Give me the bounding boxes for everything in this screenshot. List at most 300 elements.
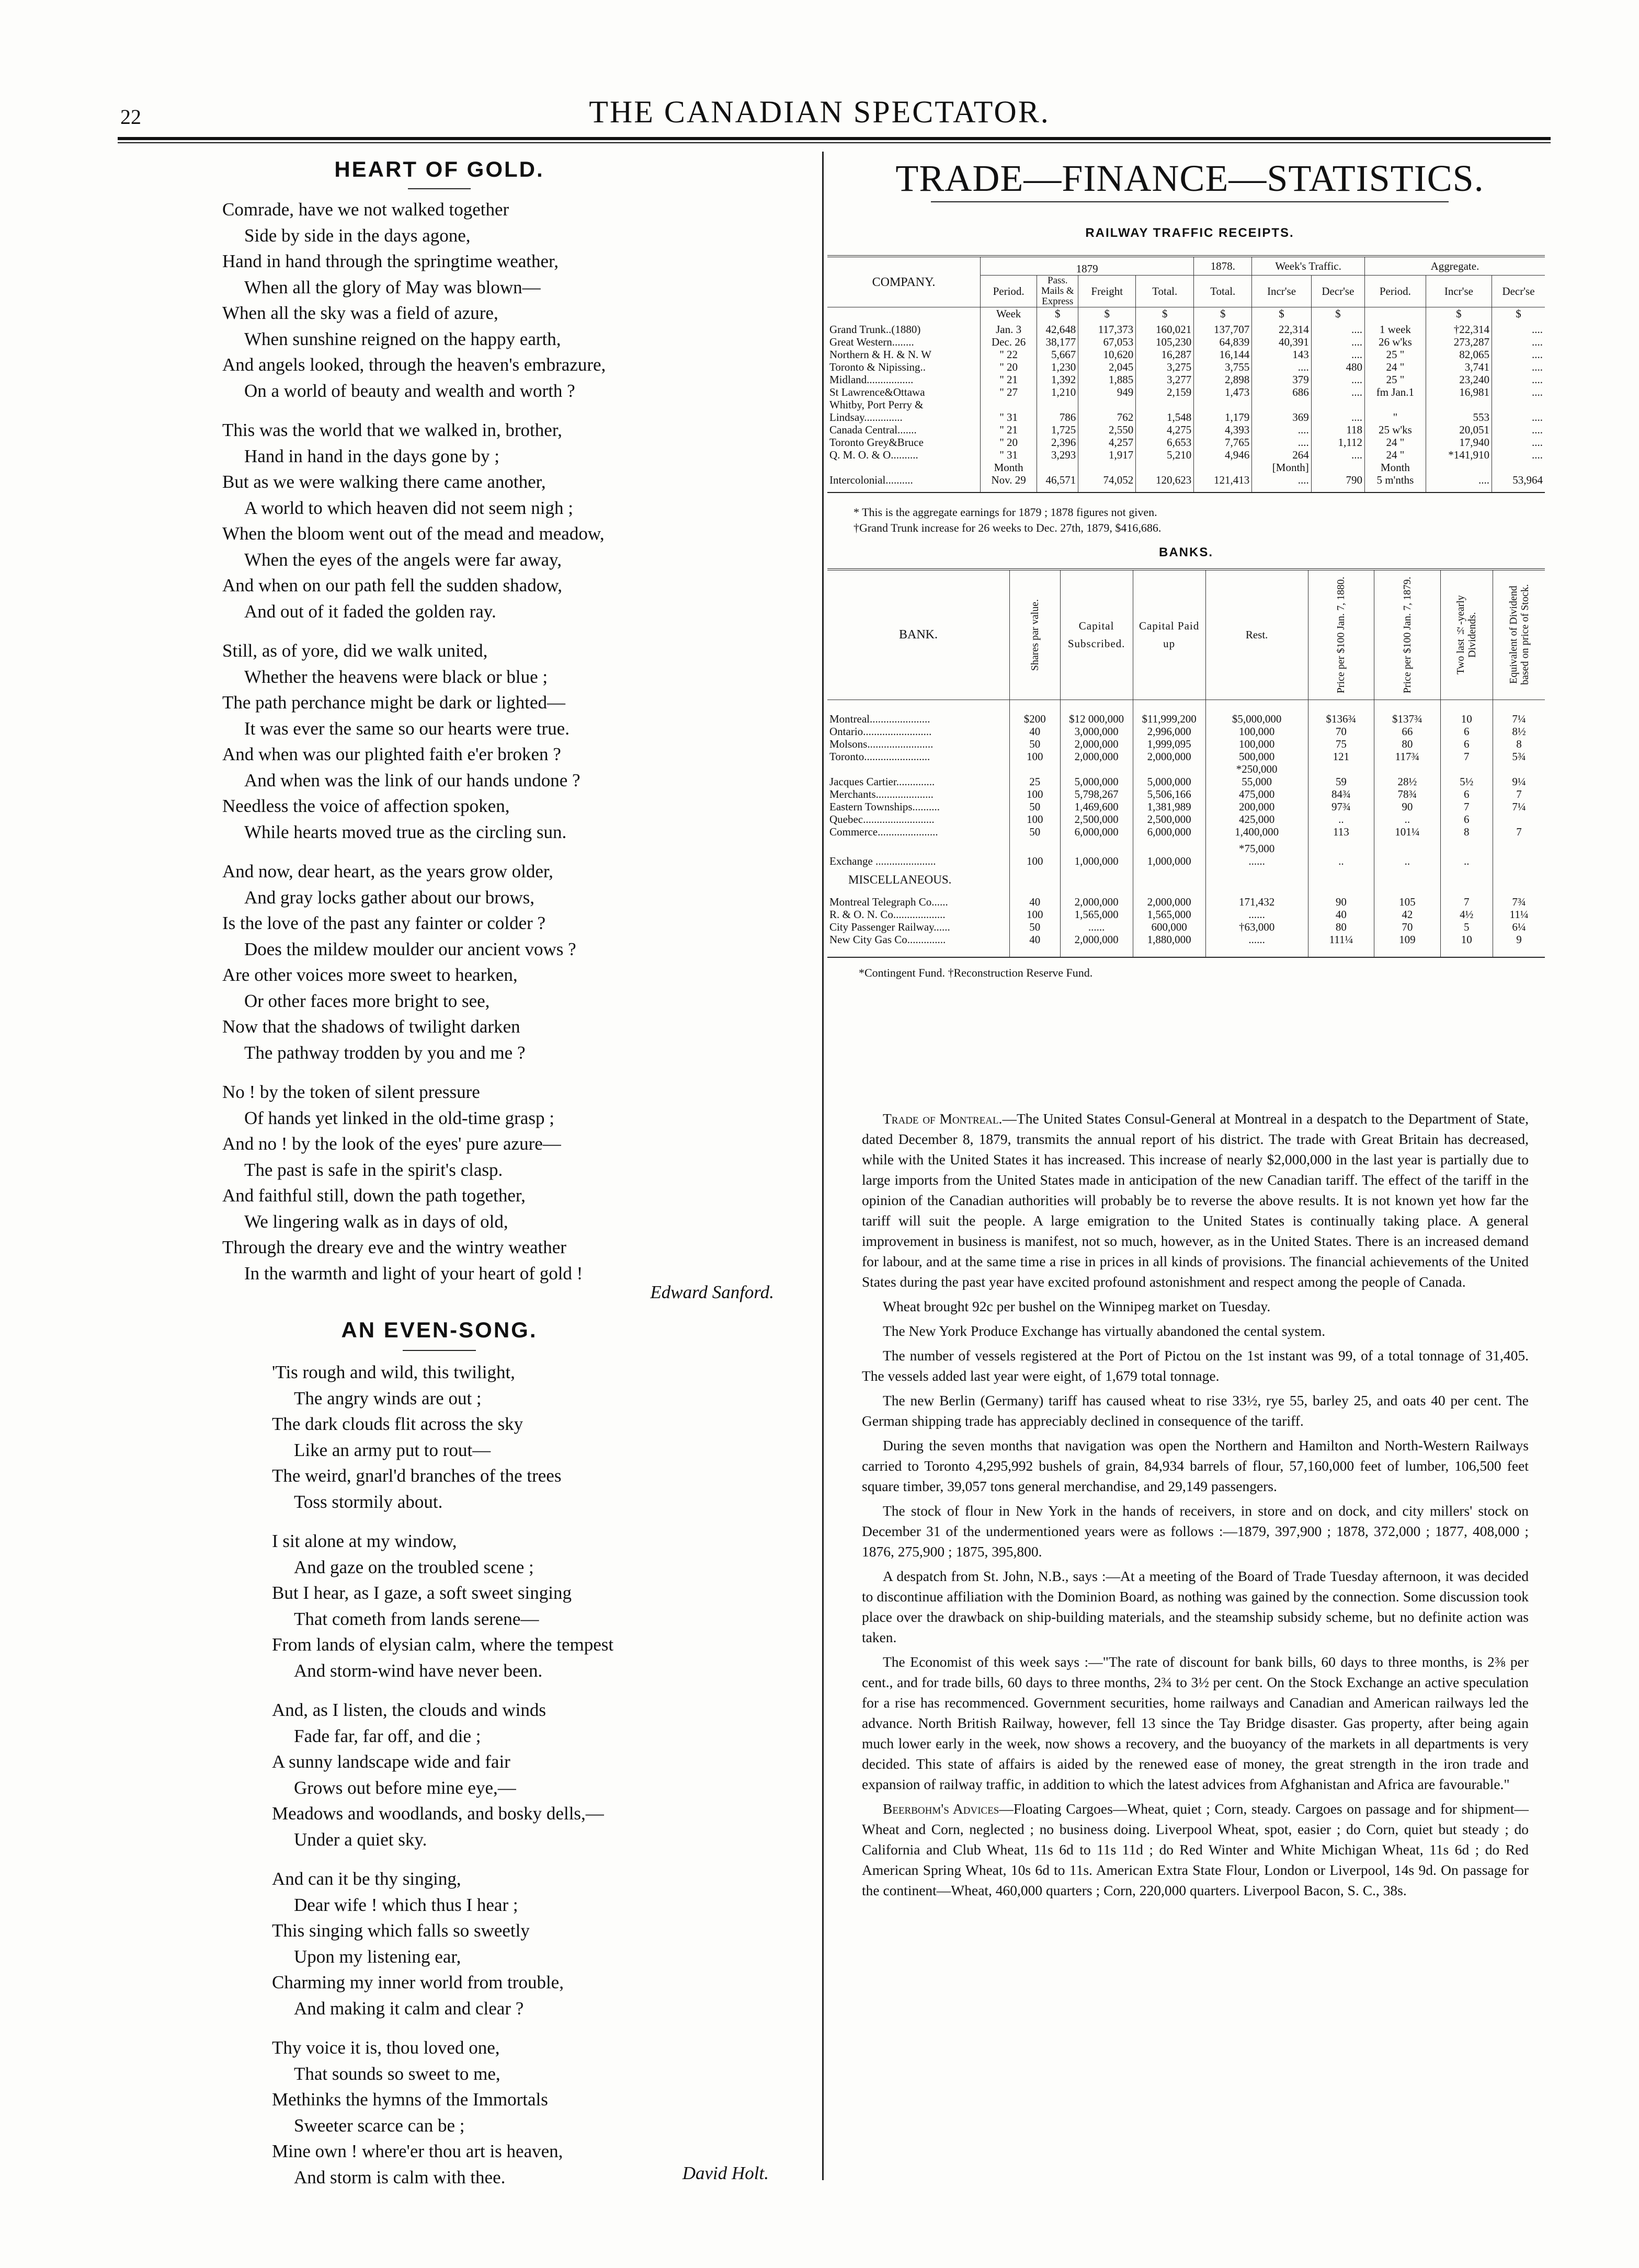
table-cell: 50 [1010,826,1061,838]
poem-even-song [272,1318,769,2187]
stanza [222,1079,774,1286]
table-cell: 90 [1308,896,1374,908]
table-cell [1492,398,1545,411]
poem-line: It was ever the same so our hearts were true. [244,718,570,739]
poem-line: And can it be thy singing, [272,1869,461,1889]
poem-title: AN EVEN-SONG. [341,1318,538,1342]
table-row [827,738,1545,750]
table-cell: 50 [1010,921,1061,933]
table-cell: 25 " [1364,373,1426,386]
poem-line: 'Tis rough and wild, this twilight, [272,1362,515,1382]
table-cell: 2,045 [1078,361,1136,373]
table-cell: 70 [1374,921,1440,933]
table-cell: ...... [1205,908,1308,921]
poem-line: From lands of elysian calm, where the tempest [272,1634,614,1655]
table-cell [1440,700,1493,713]
poem-line: Through the dreary eve and the wintry weather [222,1237,566,1257]
poem-line: Are other voices more sweet to hearken, [222,965,518,985]
table-cell: Northern & H. & N. W [829,348,931,361]
table-cell: 500,000 [1205,750,1308,763]
table-cell: 5 m'nths [1364,474,1426,486]
table-cell: 10,620 [1078,348,1136,361]
table-cell: 3,000,000 [1060,725,1133,738]
table-cell [1010,700,1061,713]
table-cell: 1,230 [1037,361,1078,373]
header-rule [118,137,1551,140]
poem-line: Of hands yet linked in the old-time grasp ; [244,1107,554,1128]
page-number: 22 [120,105,141,129]
table-cell: 40 [1010,896,1061,908]
poem-line: Meadows and woodlands, and bosky dells,— [272,1803,604,1824]
table-cell: .... [1311,411,1364,423]
table-cell: 2,000,000 [1133,750,1205,763]
table-cell: *141,910 [1426,449,1492,461]
table-cell: 1,400,000 [1205,826,1308,838]
paragraph-text: —The United States Consul-General at Montreal in a despatch to the Department of State, dated December 8, 1879, transmits the annual report of his district. The trade with Great Britain has decreased, while with the United States it has increased. This increase of nearly $2,000,000 in the last year is partially due to large imports from the United States made in anticipation of the new Canadian tariff. The effect of the tariff in the opinion of the Canadian authorities will probably be to reverse the above results. It is not known yet how far the tariff will suit the people. A large emigration to the United States is continually taking place. A general improvement in business is manifest, not so much, however, as in the United States. There is an increased demand for labour, and at the same time a rise in prices in all kinds of provisions. The financial achievements of the United States during the past year have excited profound astonishment and respect among the people of Canada. [862,1110,1529,1290]
table-cell [1194,398,1252,411]
table-cell: 100,000 [1205,738,1308,750]
table-cell: .... [1492,361,1545,373]
table-cell: †22,314 [1426,323,1492,336]
table-cell: .... [1252,361,1312,373]
table-cell [1308,700,1374,713]
table-cell [1426,486,1492,492]
table-cell: 2,000,000 [1060,933,1133,946]
table-cell: 24 " [1364,449,1426,461]
table-cell: 6 [1440,813,1493,826]
table-cell: .... [1492,323,1545,336]
table-cell: 1,392 [1037,373,1078,386]
poem-line: Methinks the hymns of the Immortals [272,2089,548,2110]
table-cell: .... [1492,348,1545,361]
unit-cell: $ [1311,307,1364,323]
table-row [827,826,1545,838]
table-cell: Exchange ...................... [829,854,936,867]
table-cell: 100 [1010,855,1061,867]
table-cell: 6 [1440,738,1493,750]
table-cell: Toronto........................ [829,750,930,763]
poem-line: Hand in hand through the springtime weather, [222,251,559,271]
poem-line: That sounds so sweet to me, [294,2063,500,2084]
table-cell: 25 " [1364,348,1426,361]
stanza [272,1697,769,1852]
col-week: Week's Traffic. [1252,256,1365,276]
table-cell [1364,398,1426,411]
table-cell: Midland................. [829,373,914,386]
table-cell: 2,000,000 [1133,896,1205,908]
table-cell: 2,550 [1078,423,1136,436]
table-cell: 7 [1493,826,1545,838]
poem-line: Toss stormily about. [294,1491,443,1512]
table-cell: .... [1311,348,1364,361]
table-cell: 2,500,000 [1133,813,1205,826]
table-spacer [827,946,1545,957]
table-cell: 24 " [1364,361,1426,373]
table-cell: 949 [1078,386,1136,398]
paragraph-text: —Floating Cargoes—Wheat, quiet ; Corn, steady. Cargoes on passage and for shipment—Wheat and Corn, neglected ; no business doing. Liverpool Wheat, spot, easier ; do Corn, quiet but steady ; do California and Club Wheat, 11s 6d to 11s 11d ; do Red Winter and White Michigan Wheat, 11s 6d ; do Red American Spring Wheat, 10s 6d to 11s. American Extra State Flour, London or Liverpool, 14s 9d. On passage for the continent—Wheat, 460,000 quarters ; Corn, 220,000 quarters. Liverpool Bacon, S. C., 38s. [862,1801,1529,1898]
table-cell: 1,112 [1311,436,1364,449]
article-paragraph [862,1296,1529,1316]
table-cell [1364,486,1426,492]
table-cell: 66 [1374,725,1440,738]
table-cell: $137¾ [1374,713,1440,725]
table-cell: 6,000,000 [1133,826,1205,838]
table-row [827,800,1545,813]
col-1878: 1878. [1194,256,1252,276]
poem-line: When the eyes of the angels were far away, [244,549,562,570]
table-cell: 1,000,000 [1133,855,1205,867]
table-cell: ...... [1205,855,1308,867]
table-cell [827,486,981,492]
poem-line: This singing which falls so sweetly [272,1920,530,1941]
table-cell [1311,461,1364,474]
table-cell: 1,469,600 [1060,800,1133,813]
unit-cell: $ [1252,307,1312,323]
article-paragraph [862,1390,1529,1431]
table-cell: $200 [1010,713,1061,725]
table-cell [1440,842,1493,855]
paragraph-text: The Economist of this week says :—"The rate of discount for bank bills, 60 days to three months, is 2⅜ per cent., and for trade bills, 60 days to three months, 2¾ to 3½ per cent. On the Stock Exchange an active speculation for a rise has recommenced. Government securities, home railways and Canadian and American railways led the advance. North British Railway, however, fell 13 since the Tay Bridge disaster. Gas property, after being again much lower early in the week, now shows a recovery, and the buoyancy of the markets in all departments is very decided. This state of affairs is aided by the renewed ease of money, the great strength in the iron trade and expansion of railway traffic, in addition to which the latest advices from Afghanistan and Africa are favourable." [862,1654,1529,1792]
table-cell: 3,275 [1136,361,1194,373]
table-cell: 171,432 [1205,896,1308,908]
table-cell: .... [1492,449,1545,461]
table-cell: 121 [1308,750,1374,763]
table-cell [1308,838,1374,842]
table-cell: New City Gas Co.............. [829,933,946,946]
table-cell: *75,000 [1205,842,1308,855]
table-cell [1493,838,1545,842]
poem-line: Thy voice it is, thou loved one, [272,2037,500,2058]
table-cell: 100 [1010,788,1061,800]
table-cell: 75 [1308,738,1374,750]
table-cell [1492,461,1545,474]
article-paragraph [862,1321,1529,1341]
table-cell: 2,396 [1037,436,1078,449]
table-cell: 111¼ [1308,933,1374,946]
table-cell [1252,398,1312,411]
table-cell: 143 [1252,348,1312,361]
table-cell [1060,763,1133,775]
poem-line: On a world of beauty and wealth and worth ? [244,380,575,401]
table-cell [827,461,981,474]
table-cell: 5,506,166 [1133,788,1205,800]
table-row [827,775,1545,788]
table-cell: 2,898 [1194,373,1252,386]
table-cell [1492,486,1545,492]
table-cell: ...... [1060,921,1133,933]
table-cell: Nov. 29 [981,474,1037,486]
poem-line: We lingering walk as in days of old, [244,1211,508,1232]
table-cell: 38,177 [1037,336,1078,348]
table-cell: .... [1311,449,1364,461]
table-cell: 553 [1426,411,1492,423]
table-cell: 2,159 [1136,386,1194,398]
table-cell: 686 [1252,386,1312,398]
table-cell: 1,548 [1136,411,1194,423]
poem-line: This was the world that we walked in, brother, [222,420,562,440]
table-cell: 9¼ [1493,775,1545,788]
table-cell: 100 [1010,750,1061,763]
table-cell: 121,413 [1194,474,1252,486]
table-cell: 42,648 [1037,323,1078,336]
table-cell: 5 [1440,921,1493,933]
table-cell [1078,398,1136,411]
table-cell: 118 [1311,423,1364,436]
table-cell: .... [1252,423,1312,436]
poem-line: The dark clouds flit across the sky [272,1414,523,1434]
table-cell: $5,000,000 [1205,713,1308,725]
table-row [827,713,1545,725]
table-cell [1133,867,1205,896]
table-cell: 1,565,000 [1133,908,1205,921]
poem-line: And storm-wind have never been. [294,1660,543,1681]
table-cell: 7¼ [1493,800,1545,813]
banks-table [827,568,1545,958]
table-cell: .. [1440,855,1493,867]
table-cell: 82,065 [1426,348,1492,361]
section-title: TRADE—FINANCE—STATISTICS. [895,157,1484,199]
table-cell: 11¼ [1493,908,1545,921]
table-cell: 40 [1010,933,1061,946]
table-cell: 6 [1440,788,1493,800]
table-cell: 7¾ [1493,896,1545,908]
poem-line: And now, dear heart, as the years grow older, [222,861,553,881]
stanza [222,858,774,1066]
table-cell: Montreal...................... [829,712,930,725]
railway-table-wrap [827,255,1545,981]
table-cell [1308,763,1374,775]
table-cell: .... [1426,474,1492,486]
table-row [827,813,1545,826]
trade-articles [862,1108,1529,1905]
table-cell: 786 [1037,411,1078,423]
table-cell [1205,946,1308,957]
table-cell: 16,287 [1136,348,1194,361]
table-row [827,933,1545,946]
table-cell [981,486,1037,492]
table-cell: 16,981 [1426,386,1492,398]
table-cell [827,700,1010,713]
table-cell: .. [1308,855,1374,867]
table-cell: " 21 [981,373,1037,386]
table-cell [1060,946,1133,957]
table-cell: St Lawrence&Ottawa [829,385,925,398]
unit-cell: $ [1426,307,1492,323]
table-cell: R. & O. N. Co................... [829,908,946,921]
unit-cell: $ [1194,307,1252,323]
poem-line: When the bloom went out of the mead and meadow, [222,523,605,544]
table-cell: 53,964 [1492,474,1545,486]
table-cell [1374,700,1440,713]
table-cell: 74,052 [1078,474,1136,486]
table-cell [1308,842,1374,855]
table-cell: 26 w'ks [1364,336,1426,348]
poem-line: Dear wife ! which thus I hear ; [294,1894,518,1915]
table-cell: .... [1311,323,1364,336]
table-cell: 2,000,000 [1060,896,1133,908]
table-cell: 137,707 [1194,323,1252,336]
table-row [827,842,1545,855]
table-cell [1010,867,1061,896]
table-cell: Montreal Telegraph Co...... [829,895,948,908]
bank-col-header: BANK. [898,628,938,642]
table-cell [1010,842,1061,855]
table-cell [1037,486,1078,492]
table-cell: 120,623 [1136,474,1194,486]
poem-line: And out of it faded the golden ray. [244,601,496,622]
table-row [827,386,1545,398]
article-paragraph [862,1345,1529,1386]
article-paragraph [862,1435,1529,1496]
rail-col-header: Period. [1364,276,1426,307]
table-cell: Molsons........................ [829,737,934,750]
table-cell: 113 [1308,826,1374,838]
table-cell: 28½ [1374,775,1440,788]
table-cell: 8 [1440,826,1493,838]
table-cell [1060,838,1133,842]
table-cell [1426,461,1492,474]
unit-cell: $ [1492,307,1545,323]
railway-table [827,255,1545,493]
table-cell: 6 [1440,725,1493,738]
stanza [272,1866,769,2021]
table-cell: 10 [1440,933,1493,946]
poem-line: Under a quiet sky. [294,1829,427,1850]
misc-heading-row [827,867,1545,896]
poem-line: And storm is calm with thee. [294,2167,506,2187]
table-cell: 3,755 [1194,361,1252,373]
table-cell: 6,653 [1136,436,1194,449]
table-row [827,411,1545,423]
poem-line: Charming my inner world from trouble, [272,1972,564,1992]
table-cell [1493,700,1545,713]
table-cell: 1,725 [1037,423,1078,436]
poem-line: And gaze on the troubled scene ; [294,1556,534,1577]
table-cell: 24 " [1364,436,1426,449]
table-cell: 8½ [1493,725,1545,738]
table-cell: 117¾ [1374,750,1440,763]
table-cell: Dec. 26 [981,336,1037,348]
table-cell: 50 [1010,800,1061,813]
bank-col-header [1440,569,1493,700]
bank-col-header [1010,569,1061,700]
table-cell: .... [1492,386,1545,398]
table-cell: Quebec.......................... [829,812,935,826]
paragraph-text: A despatch from St. John, N.B., says :—At a meeting of the Board of Trade Tuesday afternoon, it was decided to discontinue affiliation with the Dominion Board, as nothing was gained by the connection. Some discussion took place over the drawback on ship-building materials, and the steamship subsidy scheme, but no definite action was taken. [862,1568,1529,1645]
table-cell: 1,880,000 [1133,933,1205,946]
table-cell [1493,813,1545,826]
table-row [827,449,1545,461]
article-paragraph [862,1566,1529,1647]
table-cell [1311,486,1364,492]
railway-title-rule [931,201,1449,202]
table-cell: 5,000,000 [1133,775,1205,788]
table-cell: 4,393 [1194,423,1252,436]
table-cell: 46,571 [1037,474,1078,486]
table-cell: 70 [1308,725,1374,738]
table-row [827,750,1545,763]
poem-line: No ! by the token of silent pressure [222,1082,480,1102]
table-cell: " 22 [981,348,1037,361]
table-cell: *250,000 [1205,763,1308,775]
table-cell [1037,461,1078,474]
table-cell [1374,867,1440,896]
poem-line: And angels looked, through the heaven's embrazure, [222,354,606,375]
table-cell [1440,946,1493,957]
table-cell [1136,398,1194,411]
table-cell: 2,996,000 [1133,725,1205,738]
rail-col-header: Decr'se [1492,276,1545,307]
table-cell: 2,000,000 [1060,750,1133,763]
table-row [827,423,1545,436]
table-cell: Canada Central....... [829,423,917,436]
poem-line: A sunny landscape wide and fair [272,1751,510,1772]
table-cell: Grand Trunk..(1880) [829,323,921,336]
table-cell [1311,398,1364,411]
rail-col-header: Decr'se [1311,276,1364,307]
table-cell: 2,000,000 [1060,738,1133,750]
table-cell: " 27 [981,386,1037,398]
table-cell: 160,021 [1136,323,1194,336]
table-cell: 1 week [1364,323,1426,336]
poem-heart-of-gold [222,157,774,1303]
table-cell: 59 [1308,775,1374,788]
table-cell: $12 000,000 [1060,713,1133,725]
table-cell: 5,798,267 [1060,788,1133,800]
stanza [272,1528,769,1683]
article-paragraph [862,1108,1529,1292]
table-cell: 5½ [1440,775,1493,788]
table-cell [1440,867,1493,896]
table-cell [1440,838,1493,842]
table-cell [1078,486,1136,492]
table-cell: Merchants..................... [829,787,934,800]
poem-line: I sit alone at my window, [272,1531,457,1551]
poem-line: And when was the link of our hands undone ? [244,770,581,791]
table-cell [1194,486,1252,492]
rail-col-header: Pass. Mails & Express [1037,276,1078,307]
table-cell [1426,398,1492,411]
poem-line: That cometh from lands serene— [294,1608,539,1629]
poem-author: Edward Sanford. [650,1282,774,1302]
table-cell: 3,293 [1037,449,1078,461]
vertical-header-text: Equivalent of Dividend based on price of Stock. [1507,584,1531,685]
table-cell [1308,946,1374,957]
poem-line: The pathway trodden by you and me ? [244,1042,526,1063]
table-cell [1060,700,1133,713]
vertical-header-text: Price per $100 Jan. 7, 1879. [1401,576,1413,693]
stanza [222,638,774,845]
table-cell: 1,381,989 [1133,800,1205,813]
table-cell: Intercolonial.......... [829,473,913,486]
table-cell: 5¾ [1493,750,1545,763]
table-cell [1194,461,1252,474]
poem-title: HEART OF GOLD. [334,157,544,181]
table-cell [1308,867,1374,896]
table-cell: .... [1311,386,1364,398]
table-cell [827,946,1010,957]
rail-col-header: Freight [1078,276,1136,307]
table-cell: 90 [1374,800,1440,813]
table-cell [1060,842,1133,855]
poem-line: Upon my listening ear, [294,1946,461,1967]
table-cell: .... [1492,373,1545,386]
table-cell [1493,867,1545,896]
table-cell: .... [1492,336,1545,348]
poem-line: And when on our path fell the sudden shadow, [222,575,562,595]
table-cell: 5,667 [1037,348,1078,361]
poem-body [222,197,774,1286]
